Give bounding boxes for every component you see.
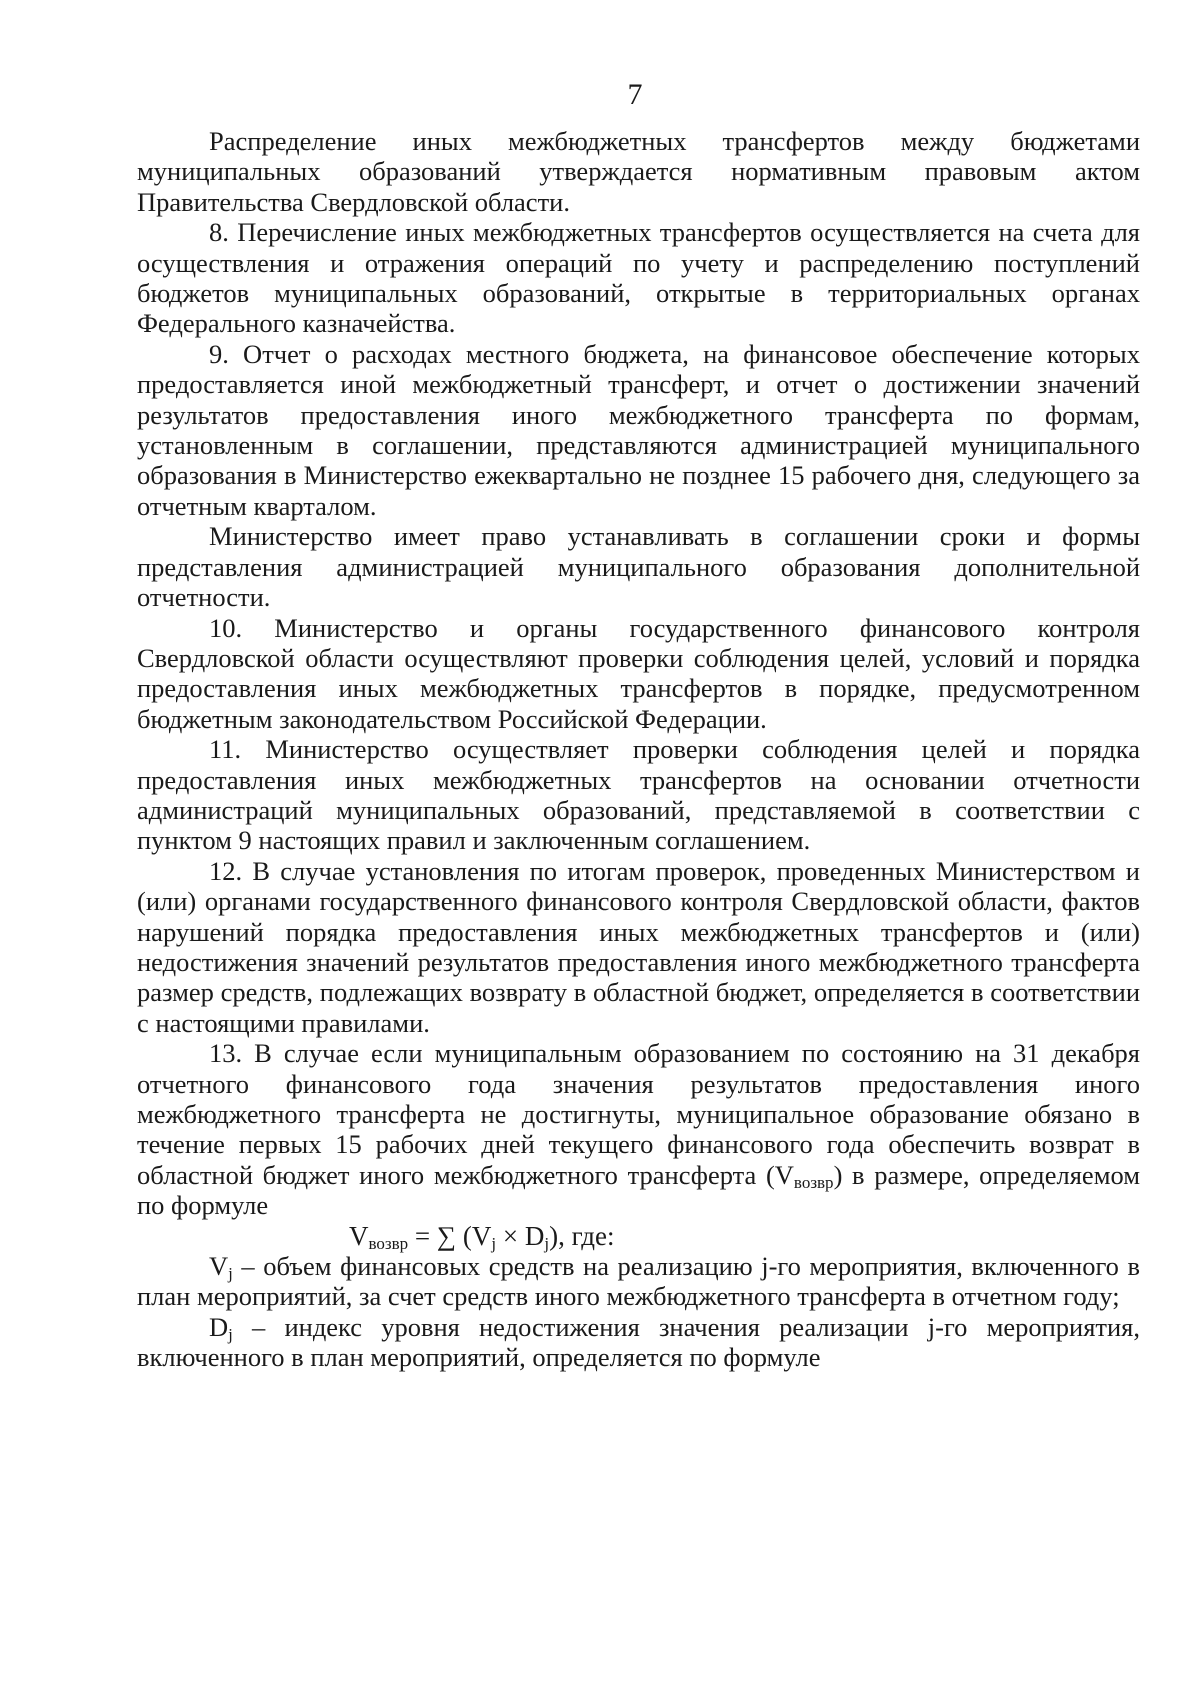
paragraph-13-text: 13. В случае если муниципальным образованием по состоянию на 31 декабря отчетного финансового года значения результатов предоставления иного межбюджетного трансферта не достигнуты, муниципальное образование обязано в течение первых 15 рабочих дней текущего финансового года обеспечить возврат в областной бюджет иного межбюджетного трансферта (V <box>137 1038 1140 1190</box>
page-number: 7 <box>627 78 643 111</box>
document-body <box>137 126 1140 1373</box>
definition-dj <box>137 1312 1140 1373</box>
paragraph-distribution: Распределение иных межбюджетных трансфертов между бюджетами муниципальных образований утверждается нормативным правовым актом Правительства Свердловской области. <box>137 126 1140 217</box>
paragraph-12: 12. В случае установления по итогам проверок, проведенных Министерством и (или) органами государственного финансового контроля Свердловской области, фактов нарушений порядка предоставления иных межбюджетных трансфертов и (или) недостижения значений результатов предоставления иного межбюджетного трансферта размер средств, подлежащих возврату в областной бюджет, определяется в соответствии с настоящими правилами. <box>137 855 1140 1038</box>
formula-v-return <box>137 1221 1140 1251</box>
definition-vj-symbol: V <box>209 1251 229 1282</box>
paragraph-13-subscript: возвр <box>793 1172 834 1192</box>
definition-dj-text: – индекс уровня недостижения значения реализации j-го мероприятия, включенного в план мероприятий, определяется по формуле <box>137 1311 1140 1373</box>
formula-j2: j <box>544 1233 550 1253</box>
paragraph-ministry-rights: Министерство имеет право устанавливать в соглашении сроки и формы представления администрацией муниципального образования дополнительной отчетности. <box>137 521 1140 613</box>
formula-end: ), где: <box>549 1220 615 1251</box>
definition-vj-text: – объем финансовых средств на реализацию j-го мероприятия, включенного в план мероприятий, за счет средств иного межбюджетного трансферта в отчетном году; <box>137 1251 1140 1312</box>
paragraph-8: 8. Перечисление иных межбюджетных трансфертов осуществляется на счета для осуществления и отражения операций по учету и распределению поступлений бюджетов муниципальных образований, открытые в территориальных органах Федерального казначейства. <box>137 217 1140 339</box>
paragraph-13-tail: ) в размере, определяемом по формуле <box>137 1159 1140 1221</box>
paragraph-9: 9. Отчет о расходах местного бюджета, на финансовое обеспечение которых предоставляется иной межбюджетный трансферт, и отчет о достижении значений результатов предоставления иного межбюджетного трансферта по формам, установленным в соглашении, представляются администрацией муниципального образования в Министерство ежеквартально не позднее 15 рабочего дня, следующего за отчетным кварталом. <box>137 338 1140 521</box>
definition-dj-subscript: j <box>228 1324 233 1344</box>
definition-vj <box>137 1251 1140 1312</box>
definition-vj-subscript: j <box>228 1264 233 1284</box>
paragraph-11: 11. Министерство осуществляет проверки соблюдения целей и порядка предоставления иных межбюджетных трансфертов на основании отчетности администраций муниципальных образований, представляемой в соответствии с пунктом 9 настоящих правил и заключенным соглашением. <box>137 734 1140 856</box>
paragraph-13 <box>137 1038 1140 1220</box>
formula-times: × D <box>496 1220 545 1251</box>
formula-j1: j <box>491 1233 497 1253</box>
formula-v-subscript: возвр <box>368 1233 409 1253</box>
formula-v: V <box>349 1220 369 1251</box>
formula-middle: = ∑ (V <box>408 1220 492 1251</box>
definition-dj-symbol: D <box>209 1311 229 1342</box>
paragraph-10: 10. Министерство и органы государственного финансового контроля Свердловской области осуществляют проверки соблюдения целей, условий и порядка предоставления иных межбюджетных трансфертов в порядке, предусмотренном бюджетным законодательством Российской Федерации. <box>137 612 1140 734</box>
